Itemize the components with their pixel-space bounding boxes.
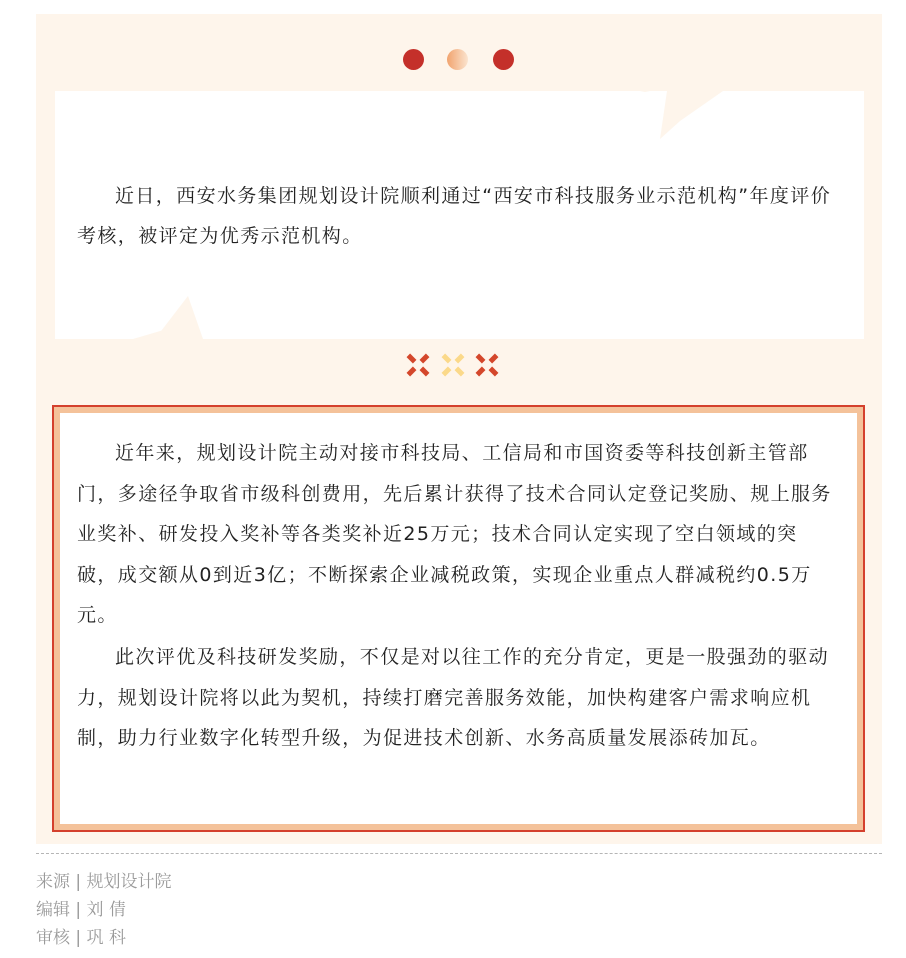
intro-card: [55, 91, 864, 339]
intro-paragraph: 近日，西安水务集团规划设计院顺利通过“西安市科技服务业示范机构”年度评价考核，被评定为优秀示范机构。: [77, 185, 832, 247]
body-paragraph: 此次评优及科技研发奖励，不仅是对以往工作的充分肯定，更是一股强劲的驱动力，规划设计院将以此为契机，持续打磨完善服务效能，加快构建客户需求响应机制，助力行业数字化转型升级，为促进技术创新、水务高质量发展添砖加瓦。: [77, 646, 830, 749]
peach-dot-icon: [447, 49, 468, 70]
body-card: [60, 413, 857, 824]
cross-icon: [406, 353, 430, 377]
body-frame: [52, 405, 865, 832]
body-paragraph: 近年来，规划设计院主动对接市科技局、工信局和市国资委等科技创新主管部门，多途径争取省市级科创费用，先后累计获得了技术合同认定登记奖励、规上服务业奖补、研发投入奖补等各类奖补近25万元；技术合同认定实现了空白领域的突破，成交额从0到近3亿；不断探索企业减税政策，实现企业重点人群减税约0.5万元。: [77, 442, 832, 626]
red-dot-icon: [493, 49, 514, 70]
credits: [36, 868, 172, 952]
decorative-crosses: [0, 353, 906, 379]
cross-icon: [441, 353, 465, 377]
red-dot-icon: [403, 49, 424, 70]
dashed-divider: [36, 853, 882, 854]
decorative-dots: [0, 49, 906, 71]
cross-icon: [475, 353, 499, 377]
credit-reviewer: 审核 | 巩 科: [36, 928, 126, 948]
credit-editor: 编辑 | 刘 倩: [36, 900, 126, 920]
credit-source: 来源 | 规划设计院: [36, 872, 172, 892]
